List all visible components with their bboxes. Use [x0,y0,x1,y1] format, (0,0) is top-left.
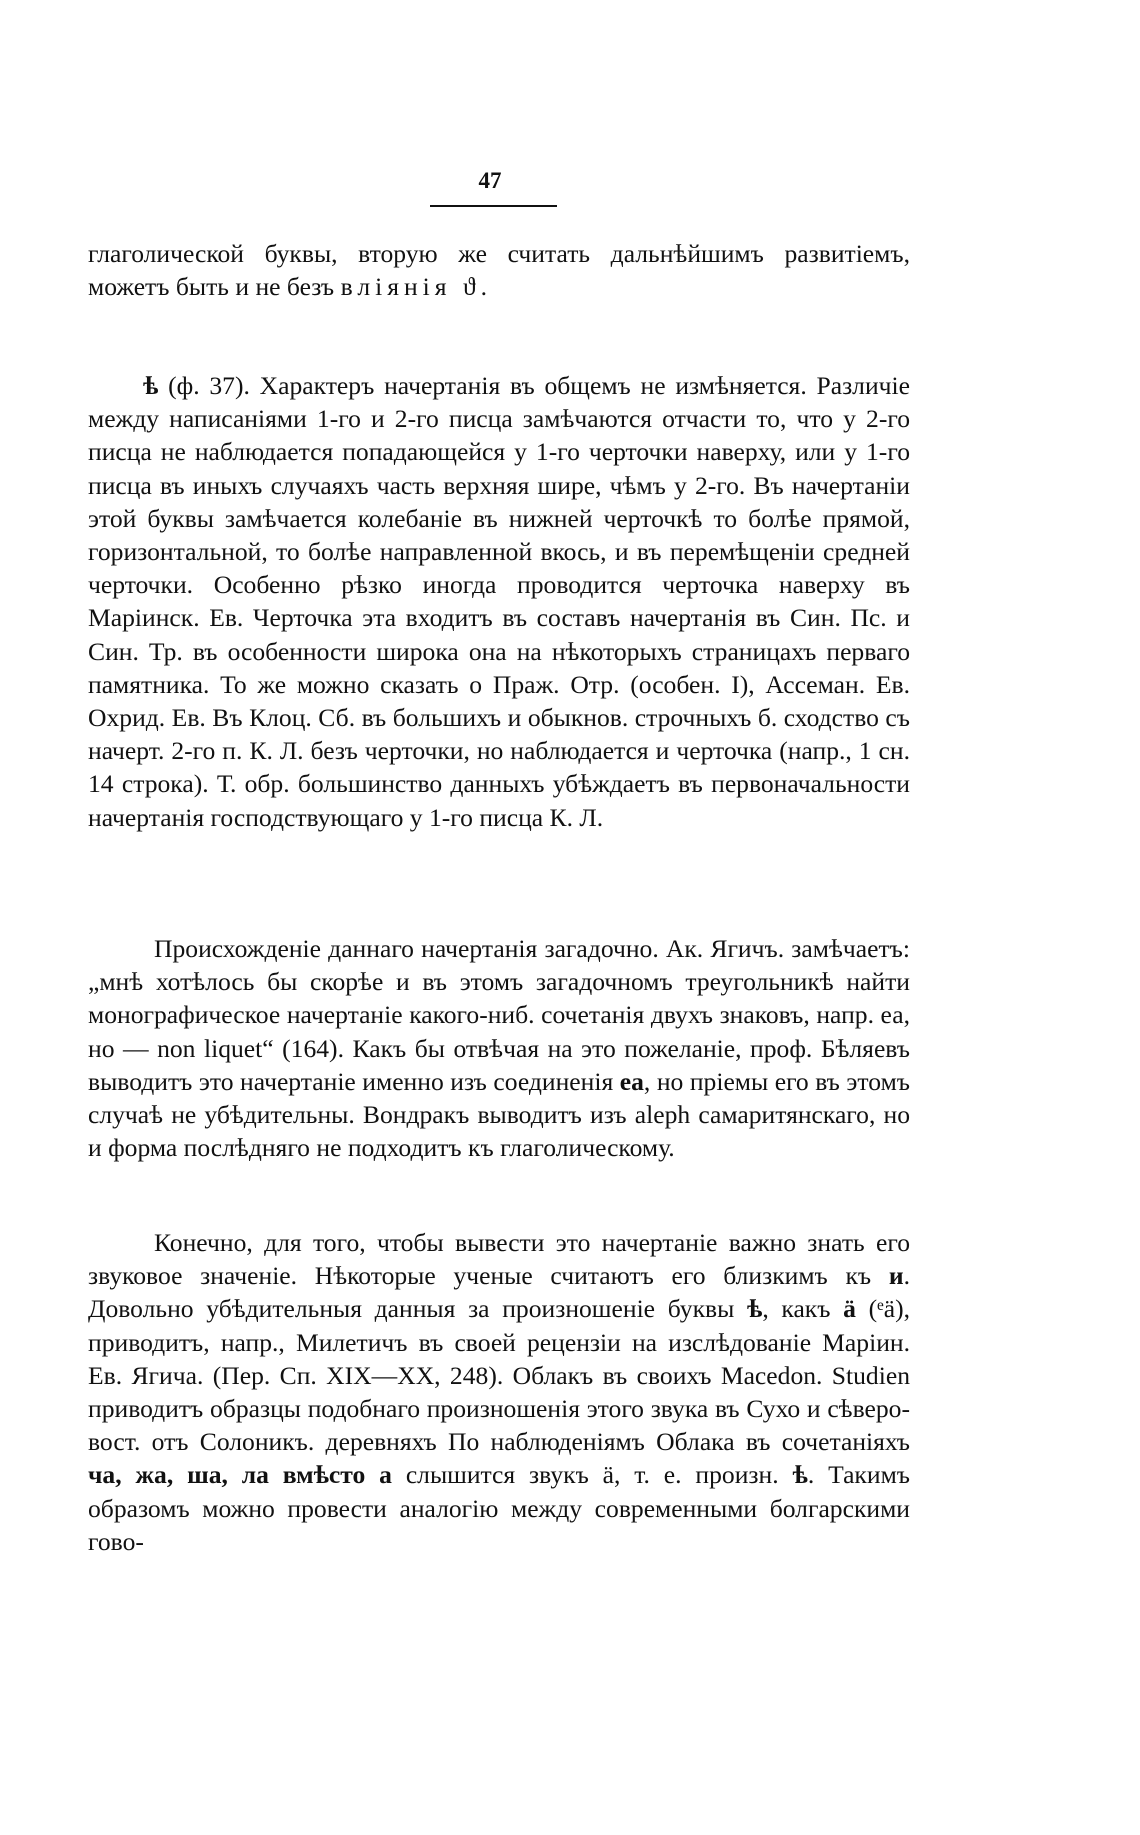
paragraph-4-bold-i: и [888,1261,904,1291]
header-rule [430,205,557,207]
paragraph-4-text-2: . Довольно убѣдительныя данныя за произношеніе буквы [88,1261,910,1324]
paragraph-4-text-3: , какъ [762,1294,844,1324]
paragraph-4-a-umlaut: ä [602,1460,615,1490]
paragraph-1-text-1: глаголической буквы, вторую же считать дальнѣйшимъ развитіемъ, можетъ быть и не безъ [88,239,910,302]
paragraph-3 [88,932,910,1164]
paragraph-4-bold-yat: ѣ [746,1294,763,1324]
paragraph-4-text-4: (ᵉä), приводитъ, напр., Милетичъ въ своей рецензіи на изслѣдованіе Маріин. Ев. Ягича. (Пер. Сп. XIX—XX, 248). Облакъ въ своихъ Macedon. Studien приводитъ образцы подобнаго произношенія этого звука въ Сухо и сѣверо-вост. отъ Солоникъ. деревняхъ По наблюденіямъ Облака въ сочетаніяхъ [88,1294,910,1457]
paragraph-4-bold-a-umlaut: ä [843,1294,856,1324]
paragraph-4-text-1: Конечно, для того, чтобы вывести это начертаніе важно знать его звуковое значеніе. Нѣкоторые ученые считаютъ его близкимъ къ [88,1228,910,1291]
paragraph-3-text-1: Происхожденіе даннаго начертанія загадочно. Ак. Ягичъ. замѣчаетъ: „мнѣ хотѣлось бы скорѣе и въ этомъ загадочномъ треугольникѣ найти монографическое начертаніе какого-ниб. сочетанія двухъ знаковъ, напр. еа, но — non liquet“ (164). Какъ бы отвѣчая на это пожеланіе, проф. Бѣляевъ выводитъ это начертаніе именно изъ соединенія [88,934,910,1096]
paragraph-1-spaced-text: вліянія ϑ [340,272,481,302]
paragraph-4 [88,1226,910,1558]
paragraph-3-bold-ea: еа [619,1066,644,1096]
paragraph-4-bold-syllables: ча, жа, ша, ла вмѣсто а [88,1460,392,1490]
paragraph-4-text-5: слышится звукъ [391,1460,603,1490]
paragraph-2 [88,369,910,834]
paragraph-4-bold-yat-2: ѣ [792,1460,808,1490]
paragraph-4-text-7: . Такимъ образомъ можно провести аналогію между современными болгарскими гово- [88,1460,910,1556]
paragraph-3-text-2: , но пріемы его въ этомъ случаѣ не убѣдительны. Вондракъ выводитъ изъ aleph самаритянскаго, но и форма послѣдняго не подходитъ къ глаголическому. [88,1066,911,1163]
paragraph-1 [88,237,910,303]
paragraph-1-text-2: . [480,272,488,302]
page-number: 47 [478,168,502,193]
paragraph-4-text-6: , т. е. произн. [614,1460,793,1490]
paragraph-2-text: (ф. 37). Характеръ начертанія въ общемъ не измѣняется. Различіе между написаніями 1-го и 2-го писца замѣчаются отчасти то, что у 2-го писца не наблюдается попадающейся у 1-го черточки наверху, или у 1-го писца въ иныхъ случаяхъ часть верхняя шире, чѣмъ у 2-го. Въ начертаніи этой буквы замѣчается колебаніе въ нижней черточкѣ то болѣе прямой, горизонтальной, то болѣе направленной вкось, и въ перемѣщеніи средней черточки. Особенно рѣзко иногда проводится черточка наверху въ Маріинск. Ев. Черточка эта входитъ въ составъ начертанія въ Син. Пс. и Син. Тр. въ особенности широка она на нѣкоторыхъ страницахъ перваго памятника. То же можно сказать о Праж. Отр. (особен. I), Ассеман. Ев. Охрид. Ев. Въ Клоц. Сб. въ большихъ и обыкнов. строчныхъ б. сходство съ начерт. 2-го п. К. Л. безъ черточки, но наблюдается и черточка (напр., 1 сн. 14 строка). Т. обр. большинство данныхъ убѣждаетъ въ первоначальности начертанія господствующаго у 1-го писца К. Л. [88,371,910,832]
paragraph-2-heading-letter: ѣ [143,371,159,400]
